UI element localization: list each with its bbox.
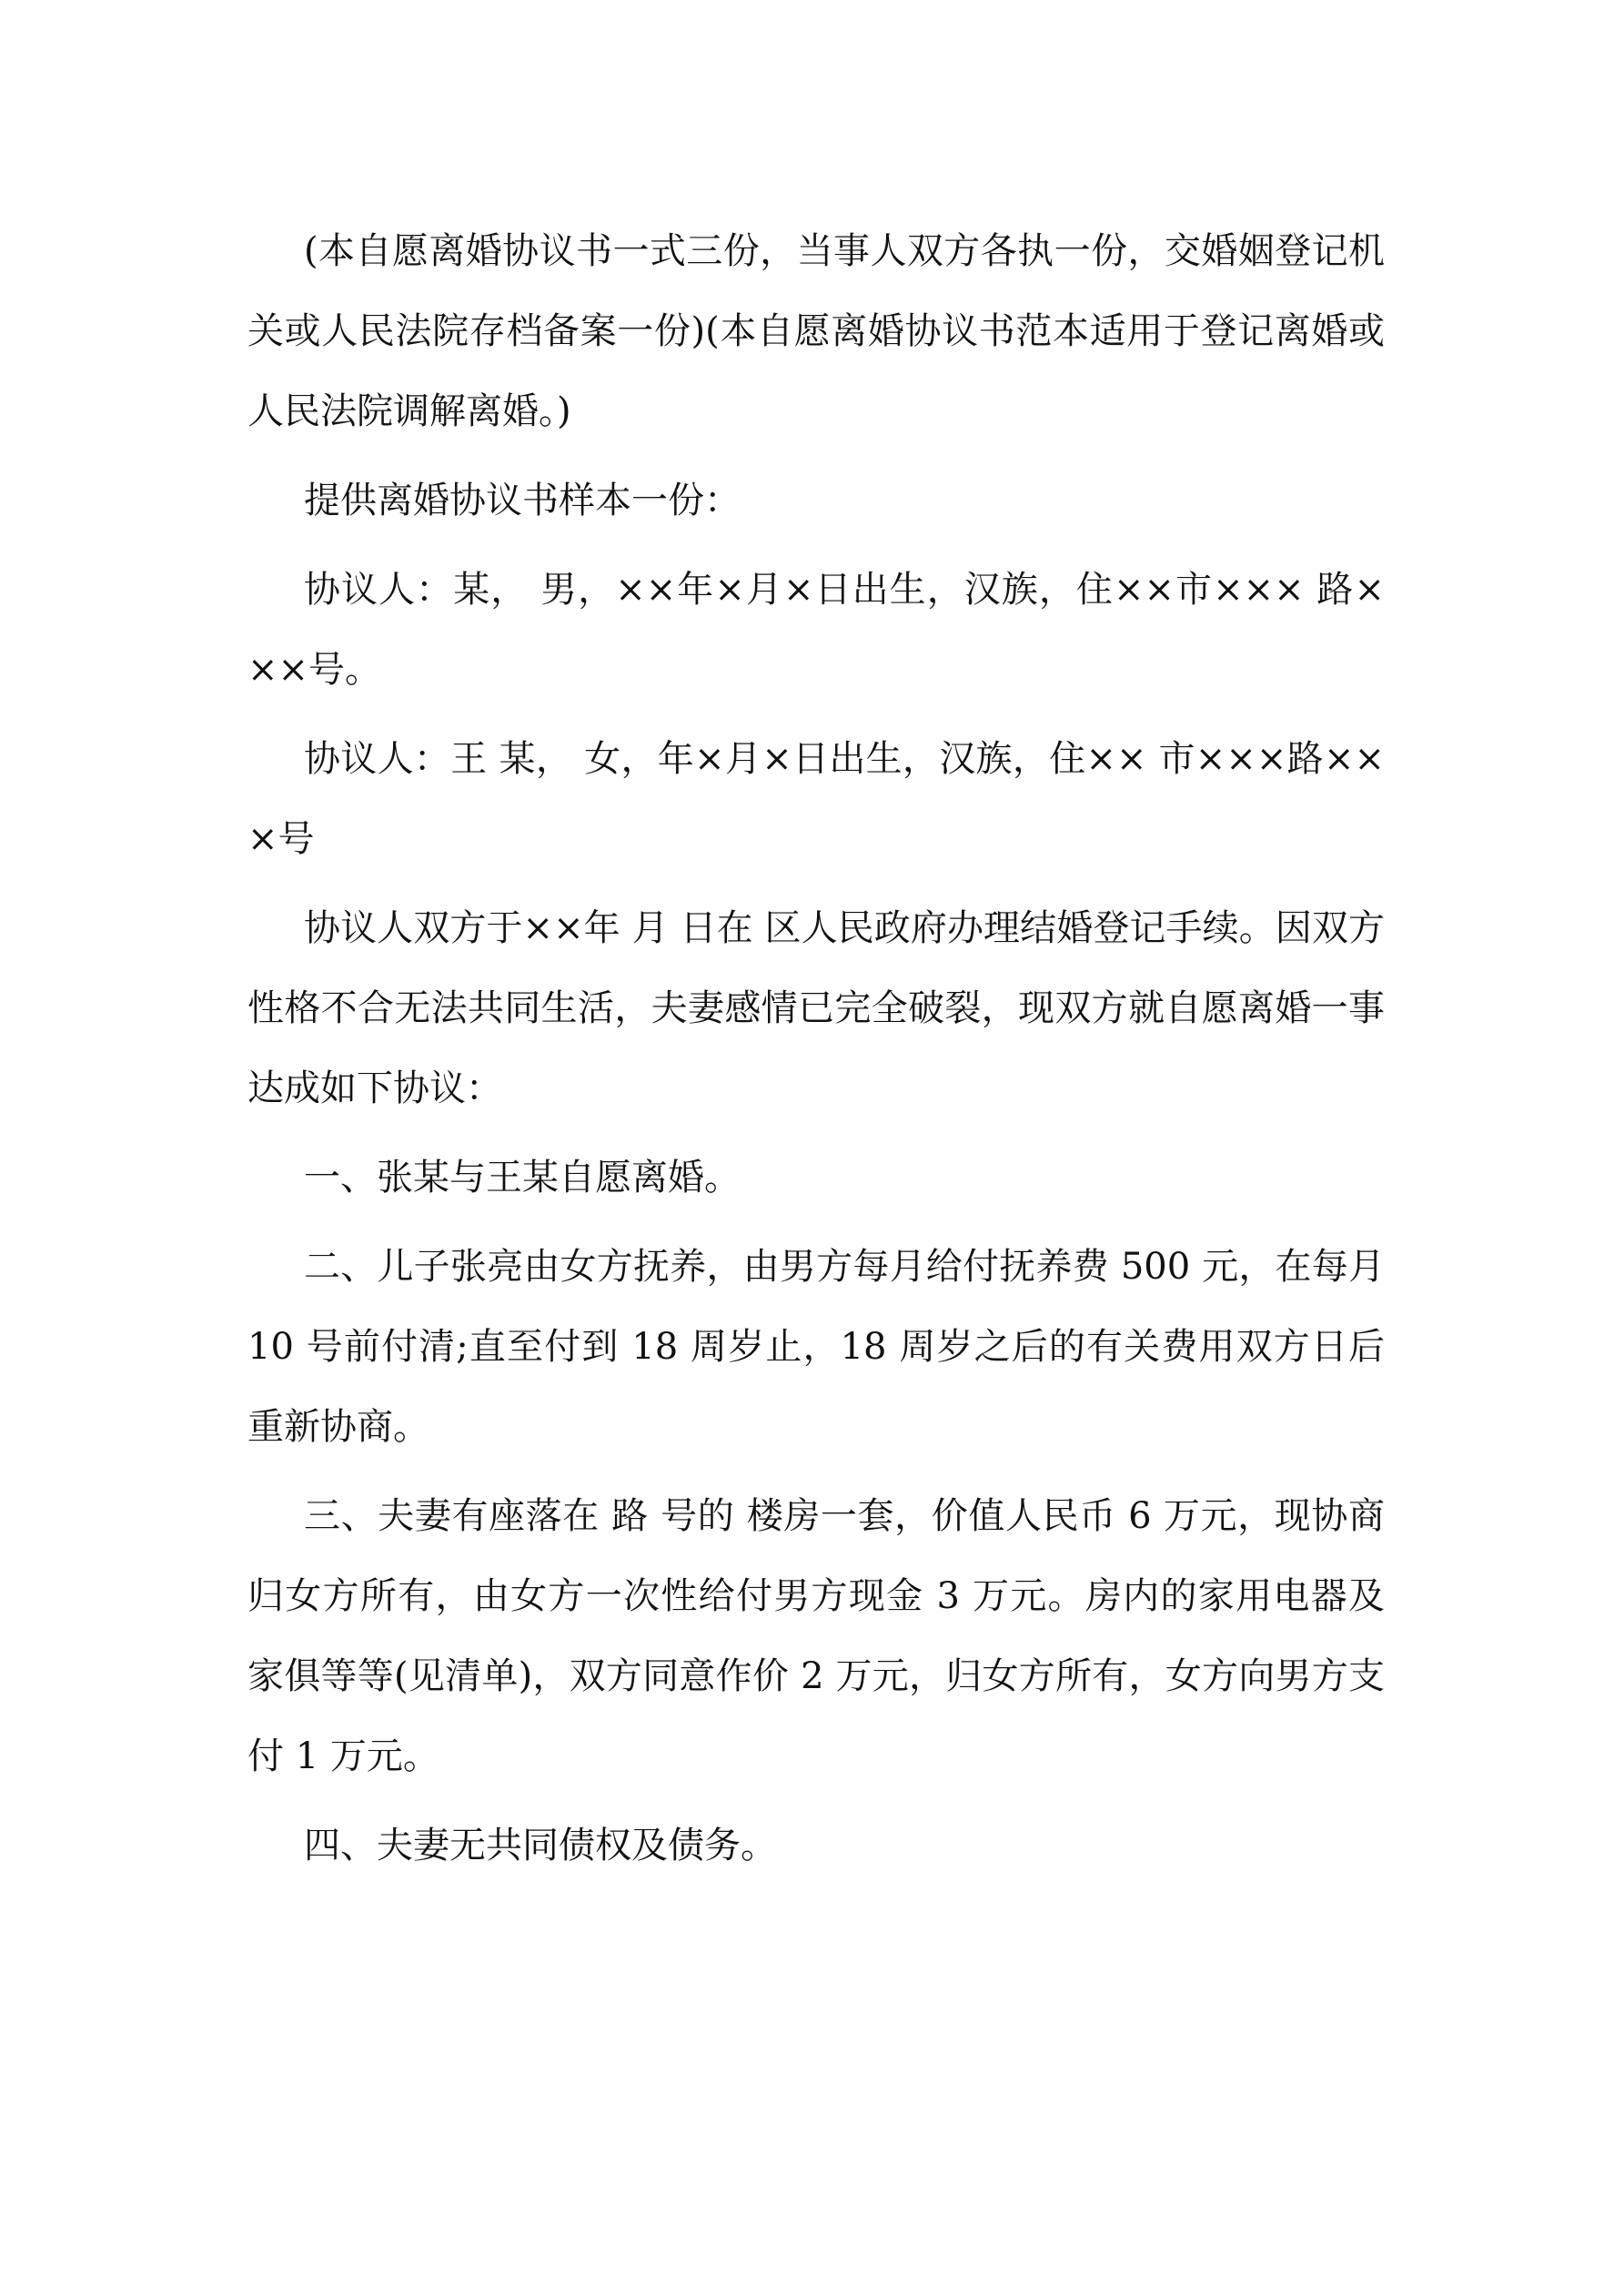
paragraph-clause-1: 一、张某与王某自愿离婚。: [304, 1157, 741, 1199]
paragraph-sample-intro: 提供离婚协议书样本一份：: [304, 480, 741, 521]
document-body: [247, 211, 1385, 1895]
paragraph-party-female: 协议人：王 某， 女，年×月×日出生，汉族，住×× 市×××路×××号: [247, 738, 1385, 860]
paragraph-copies-note: (本自愿离婚协议书一式三份，当事人双方各执一份，交婚姻登记机关或人民法院存档备案一份)(本自愿离婚协议书范本适用于登记离婚或人民法院调解离婚。): [247, 230, 1385, 432]
paragraph-clause-3: 三、夫妻有座落在 路 号的 楼房一套，价值人民币 6 万元，现协商归女方所有，由女方一次性给付男方现金 3 万元。房内的家用电器及家俱等等(见清单)，双方同意作价 2 万元，归女方所有，女方向男方支付 1 万元。: [247, 1495, 1385, 1777]
paragraph-clause-4: 四、夫妻无共同债权及债务。: [304, 1825, 777, 1866]
paragraph-party-male: 协议人：某， 男，××年×月×日出生，汉族，住××市××× 路×××号。: [247, 569, 1385, 691]
paragraph-marriage-background: 协议人双方于××年 月 日在 区人民政府办理结婚登记手续。因双方性格不合无法共同生活，夫妻感情已完全破裂，现双方就自愿离婚一事达成如下协议：: [247, 907, 1385, 1109]
paragraph-clause-2: 二、儿子张亮由女方抚养，由男方每月给付抚养费 500 元，在每月 10 号前付清;直至付到 18 周岁止，18 周岁之后的有关费用双方日后重新协商。: [247, 1246, 1385, 1448]
